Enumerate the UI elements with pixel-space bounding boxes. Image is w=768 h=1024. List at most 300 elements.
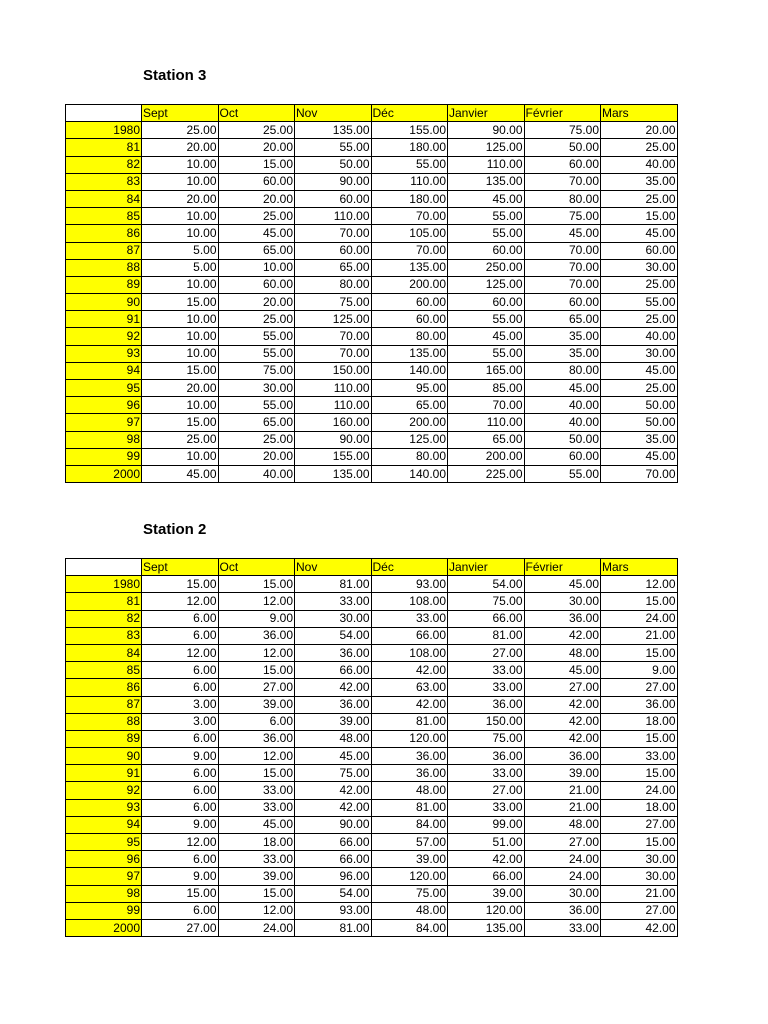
value-cell: 50.00 (601, 414, 678, 431)
value-cell: 85.00 (448, 380, 525, 397)
value-cell: 21.00 (524, 799, 601, 816)
table-row (66, 902, 678, 919)
value-cell: 39.00 (295, 713, 372, 730)
year-cell: 92 (66, 328, 142, 345)
value-cell: 55.00 (524, 465, 601, 482)
value-cell: 48.00 (371, 902, 448, 919)
value-cell: 39.00 (524, 765, 601, 782)
value-cell: 20.00 (142, 380, 219, 397)
value-cell: 36.00 (218, 627, 295, 644)
value-cell: 30.00 (601, 868, 678, 885)
value-cell: 75.00 (295, 294, 372, 311)
value-cell: 55.00 (371, 156, 448, 173)
value-cell: 36.00 (295, 644, 372, 661)
value-cell: 93.00 (295, 902, 372, 919)
table-row (66, 242, 678, 259)
table-row (66, 679, 678, 696)
value-cell: 60.00 (448, 294, 525, 311)
value-cell: 81.00 (295, 576, 372, 593)
value-cell: 75.00 (448, 593, 525, 610)
value-cell: 3.00 (142, 713, 219, 730)
value-cell: 12.00 (218, 902, 295, 919)
value-cell: 15.00 (601, 593, 678, 610)
value-cell: 90.00 (295, 173, 372, 190)
year-cell: 97 (66, 414, 142, 431)
value-cell: 33.00 (448, 765, 525, 782)
year-cell: 90 (66, 748, 142, 765)
value-cell: 70.00 (371, 242, 448, 259)
value-cell: 10.00 (142, 345, 219, 362)
table-row (66, 465, 678, 482)
value-cell: 42.00 (524, 713, 601, 730)
value-cell: 65.00 (371, 397, 448, 414)
value-cell: 60.00 (295, 242, 372, 259)
value-cell: 81.00 (448, 627, 525, 644)
value-cell: 70.00 (524, 173, 601, 190)
value-cell: 45.00 (524, 662, 601, 679)
value-cell: 48.00 (524, 816, 601, 833)
column-header: Nov (295, 559, 372, 576)
value-cell: 110.00 (295, 397, 372, 414)
value-cell: 70.00 (524, 259, 601, 276)
value-cell: 15.00 (218, 156, 295, 173)
value-cell: 35.00 (524, 345, 601, 362)
value-cell: 15.00 (601, 644, 678, 661)
table-row (66, 431, 678, 448)
value-cell: 66.00 (448, 610, 525, 627)
value-cell: 57.00 (371, 834, 448, 851)
station-2-table (65, 558, 678, 937)
value-cell: 15.00 (142, 294, 219, 311)
value-cell: 65.00 (218, 242, 295, 259)
value-cell: 55.00 (218, 328, 295, 345)
table-row (66, 328, 678, 345)
value-cell: 60.00 (448, 242, 525, 259)
value-cell: 110.00 (295, 380, 372, 397)
value-cell: 6.00 (142, 730, 219, 747)
column-header: Nov (295, 105, 372, 122)
value-cell: 25.00 (218, 311, 295, 328)
station-2-title: Station 2 (143, 521, 207, 538)
value-cell: 36.00 (448, 748, 525, 765)
value-cell: 10.00 (218, 259, 295, 276)
table-row (66, 225, 678, 242)
value-cell: 40.00 (601, 156, 678, 173)
value-cell: 55.00 (601, 294, 678, 311)
value-cell: 33.00 (448, 662, 525, 679)
value-cell: 125.00 (448, 139, 525, 156)
value-cell: 150.00 (448, 713, 525, 730)
value-cell: 60.00 (295, 190, 372, 207)
value-cell: 10.00 (142, 397, 219, 414)
value-cell: 39.00 (218, 696, 295, 713)
value-cell: 45.00 (218, 225, 295, 242)
column-header: Déc (371, 559, 448, 576)
value-cell: 18.00 (218, 834, 295, 851)
table-row (66, 311, 678, 328)
value-cell: 9.00 (142, 816, 219, 833)
value-cell: 10.00 (142, 276, 219, 293)
year-cell: 95 (66, 380, 142, 397)
value-cell: 25.00 (218, 431, 295, 448)
value-cell: 135.00 (448, 173, 525, 190)
value-cell: 42.00 (371, 662, 448, 679)
value-cell: 10.00 (142, 156, 219, 173)
value-cell: 84.00 (371, 816, 448, 833)
table-row (66, 851, 678, 868)
value-cell: 42.00 (601, 919, 678, 936)
value-cell: 6.00 (142, 610, 219, 627)
value-cell: 90.00 (295, 816, 372, 833)
value-cell: 42.00 (371, 696, 448, 713)
value-cell: 60.00 (371, 294, 448, 311)
value-cell: 75.00 (295, 765, 372, 782)
value-cell: 33.00 (601, 748, 678, 765)
value-cell: 27.00 (448, 644, 525, 661)
value-cell: 30.00 (218, 380, 295, 397)
value-cell: 12.00 (142, 834, 219, 851)
value-cell: 105.00 (371, 225, 448, 242)
value-cell: 35.00 (601, 431, 678, 448)
year-cell: 99 (66, 448, 142, 465)
value-cell: 36.00 (295, 696, 372, 713)
table-row (66, 122, 678, 139)
value-cell: 10.00 (142, 328, 219, 345)
value-cell: 6.00 (142, 851, 219, 868)
value-cell: 27.00 (601, 902, 678, 919)
value-cell: 24.00 (524, 868, 601, 885)
value-cell: 25.00 (601, 139, 678, 156)
table-row (66, 156, 678, 173)
value-cell: 65.00 (218, 414, 295, 431)
value-cell: 96.00 (295, 868, 372, 885)
value-cell: 12.00 (218, 644, 295, 661)
value-cell: 55.00 (448, 208, 525, 225)
value-cell: 55.00 (218, 345, 295, 362)
value-cell: 90.00 (295, 431, 372, 448)
value-cell: 9.00 (142, 868, 219, 885)
table-row (66, 610, 678, 627)
column-header: Sept (142, 105, 219, 122)
value-cell: 30.00 (524, 593, 601, 610)
year-cell: 94 (66, 362, 142, 379)
value-cell: 155.00 (295, 448, 372, 465)
value-cell: 135.00 (448, 919, 525, 936)
value-cell: 6.00 (142, 902, 219, 919)
header-row (66, 559, 678, 576)
value-cell: 6.00 (142, 662, 219, 679)
value-cell: 25.00 (218, 122, 295, 139)
value-cell: 3.00 (142, 696, 219, 713)
table-row (66, 799, 678, 816)
table-row (66, 173, 678, 190)
value-cell: 66.00 (448, 868, 525, 885)
year-cell: 90 (66, 294, 142, 311)
year-cell: 86 (66, 679, 142, 696)
value-cell: 10.00 (142, 448, 219, 465)
value-cell: 50.00 (601, 397, 678, 414)
value-cell: 30.00 (601, 259, 678, 276)
year-cell: 88 (66, 259, 142, 276)
header-row (66, 105, 678, 122)
value-cell: 35.00 (601, 173, 678, 190)
value-cell: 45.00 (524, 225, 601, 242)
value-cell: 6.00 (142, 679, 219, 696)
year-cell: 1980 (66, 576, 142, 593)
table-row (66, 448, 678, 465)
column-header: Février (524, 105, 601, 122)
value-cell: 30.00 (601, 345, 678, 362)
value-cell: 45.00 (295, 748, 372, 765)
value-cell: 15.00 (601, 765, 678, 782)
value-cell: 42.00 (448, 851, 525, 868)
table-row (66, 713, 678, 730)
value-cell: 200.00 (448, 448, 525, 465)
value-cell: 33.00 (218, 851, 295, 868)
value-cell: 60.00 (524, 294, 601, 311)
value-cell: 21.00 (601, 885, 678, 902)
value-cell: 42.00 (295, 799, 372, 816)
value-cell: 36.00 (601, 696, 678, 713)
year-cell: 91 (66, 765, 142, 782)
value-cell: 15.00 (218, 662, 295, 679)
value-cell: 155.00 (371, 122, 448, 139)
year-cell: 87 (66, 242, 142, 259)
value-cell: 27.00 (601, 679, 678, 696)
year-cell: 84 (66, 190, 142, 207)
value-cell: 33.00 (371, 610, 448, 627)
value-cell: 15.00 (142, 362, 219, 379)
year-cell: 1980 (66, 122, 142, 139)
year-cell: 82 (66, 610, 142, 627)
value-cell: 70.00 (295, 225, 372, 242)
value-cell: 81.00 (295, 919, 372, 936)
value-cell: 160.00 (295, 414, 372, 431)
year-cell: 84 (66, 644, 142, 661)
value-cell: 60.00 (524, 156, 601, 173)
value-cell: 36.00 (524, 902, 601, 919)
value-cell: 75.00 (218, 362, 295, 379)
value-cell: 48.00 (524, 644, 601, 661)
year-cell: 94 (66, 816, 142, 833)
value-cell: 65.00 (448, 431, 525, 448)
value-cell: 5.00 (142, 242, 219, 259)
value-cell: 24.00 (524, 851, 601, 868)
table-row (66, 868, 678, 885)
value-cell: 25.00 (601, 190, 678, 207)
value-cell: 80.00 (524, 362, 601, 379)
table-row (66, 627, 678, 644)
value-cell: 27.00 (601, 816, 678, 833)
table-row (66, 765, 678, 782)
corner-cell (66, 105, 142, 122)
value-cell: 40.00 (524, 414, 601, 431)
year-cell: 86 (66, 225, 142, 242)
value-cell: 25.00 (142, 122, 219, 139)
value-cell: 36.00 (448, 696, 525, 713)
value-cell: 75.00 (371, 885, 448, 902)
value-cell: 21.00 (524, 782, 601, 799)
value-cell: 33.00 (295, 593, 372, 610)
value-cell: 135.00 (295, 465, 372, 482)
value-cell: 36.00 (524, 610, 601, 627)
value-cell: 36.00 (371, 748, 448, 765)
value-cell: 55.00 (448, 311, 525, 328)
year-cell: 96 (66, 397, 142, 414)
value-cell: 45.00 (448, 328, 525, 345)
value-cell: 6.00 (142, 627, 219, 644)
value-cell: 108.00 (371, 644, 448, 661)
table-row (66, 414, 678, 431)
value-cell: 225.00 (448, 465, 525, 482)
value-cell: 42.00 (295, 782, 372, 799)
value-cell: 108.00 (371, 593, 448, 610)
value-cell: 99.00 (448, 816, 525, 833)
value-cell: 33.00 (218, 799, 295, 816)
value-cell: 81.00 (371, 713, 448, 730)
value-cell: 33.00 (524, 919, 601, 936)
value-cell: 45.00 (142, 465, 219, 482)
value-cell: 140.00 (371, 362, 448, 379)
year-cell: 89 (66, 730, 142, 747)
value-cell: 25.00 (601, 311, 678, 328)
value-cell: 45.00 (524, 380, 601, 397)
value-cell: 120.00 (371, 730, 448, 747)
value-cell: 120.00 (371, 868, 448, 885)
table-row (66, 208, 678, 225)
column-header: Oct (218, 105, 295, 122)
value-cell: 24.00 (601, 610, 678, 627)
table-row (66, 576, 678, 593)
value-cell: 20.00 (218, 190, 295, 207)
value-cell: 70.00 (524, 276, 601, 293)
value-cell: 27.00 (218, 679, 295, 696)
table-row (66, 259, 678, 276)
value-cell: 200.00 (371, 414, 448, 431)
column-header: Sept (142, 559, 219, 576)
value-cell: 75.00 (524, 208, 601, 225)
value-cell: 5.00 (142, 259, 219, 276)
table-row (66, 834, 678, 851)
value-cell: 70.00 (295, 328, 372, 345)
value-cell: 35.00 (524, 328, 601, 345)
year-cell: 87 (66, 696, 142, 713)
value-cell: 55.00 (448, 225, 525, 242)
value-cell: 30.00 (524, 885, 601, 902)
year-cell: 2000 (66, 919, 142, 936)
year-cell: 99 (66, 902, 142, 919)
value-cell: 39.00 (371, 851, 448, 868)
value-cell: 20.00 (218, 139, 295, 156)
value-cell: 15.00 (142, 414, 219, 431)
table-row (66, 696, 678, 713)
table-row (66, 139, 678, 156)
value-cell: 20.00 (142, 139, 219, 156)
value-cell: 60.00 (218, 173, 295, 190)
value-cell: 60.00 (218, 276, 295, 293)
table-row (66, 294, 678, 311)
value-cell: 15.00 (601, 730, 678, 747)
table-row (66, 816, 678, 833)
value-cell: 55.00 (218, 397, 295, 414)
value-cell: 21.00 (601, 627, 678, 644)
station-3-title: Station 3 (143, 67, 207, 84)
value-cell: 180.00 (371, 190, 448, 207)
year-cell: 81 (66, 593, 142, 610)
value-cell: 54.00 (448, 576, 525, 593)
value-cell: 63.00 (371, 679, 448, 696)
value-cell: 110.00 (295, 208, 372, 225)
table-row (66, 730, 678, 747)
value-cell: 9.00 (218, 610, 295, 627)
table-row (66, 593, 678, 610)
year-cell: 81 (66, 139, 142, 156)
value-cell: 110.00 (371, 173, 448, 190)
value-cell: 125.00 (295, 311, 372, 328)
value-cell: 90.00 (448, 122, 525, 139)
value-cell: 45.00 (524, 576, 601, 593)
value-cell: 81.00 (371, 799, 448, 816)
table-row (66, 362, 678, 379)
value-cell: 18.00 (601, 799, 678, 816)
value-cell: 80.00 (295, 276, 372, 293)
year-cell: 89 (66, 276, 142, 293)
value-cell: 10.00 (142, 173, 219, 190)
value-cell: 48.00 (371, 782, 448, 799)
column-header: Déc (371, 105, 448, 122)
value-cell: 9.00 (601, 662, 678, 679)
value-cell: 12.00 (218, 593, 295, 610)
value-cell: 39.00 (448, 885, 525, 902)
value-cell: 6.00 (142, 765, 219, 782)
value-cell: 60.00 (524, 448, 601, 465)
value-cell: 50.00 (524, 431, 601, 448)
value-cell: 66.00 (295, 662, 372, 679)
value-cell: 135.00 (371, 345, 448, 362)
value-cell: 140.00 (371, 465, 448, 482)
value-cell: 27.00 (142, 919, 219, 936)
value-cell: 66.00 (371, 627, 448, 644)
value-cell: 55.00 (295, 139, 372, 156)
value-cell: 80.00 (371, 328, 448, 345)
column-header: Oct (218, 559, 295, 576)
table-row (66, 782, 678, 799)
value-cell: 50.00 (295, 156, 372, 173)
value-cell: 125.00 (371, 431, 448, 448)
value-cell: 70.00 (524, 242, 601, 259)
value-cell: 70.00 (601, 465, 678, 482)
value-cell: 39.00 (218, 868, 295, 885)
year-cell: 2000 (66, 465, 142, 482)
value-cell: 12.00 (218, 748, 295, 765)
value-cell: 10.00 (142, 311, 219, 328)
value-cell: 15.00 (218, 885, 295, 902)
value-cell: 48.00 (295, 730, 372, 747)
year-cell: 82 (66, 156, 142, 173)
value-cell: 24.00 (218, 919, 295, 936)
value-cell: 60.00 (371, 311, 448, 328)
value-cell: 45.00 (218, 816, 295, 833)
value-cell: 25.00 (601, 276, 678, 293)
station-3-table (65, 104, 678, 483)
value-cell: 40.00 (601, 328, 678, 345)
value-cell: 25.00 (218, 208, 295, 225)
value-cell: 30.00 (601, 851, 678, 868)
table-row (66, 380, 678, 397)
value-cell: 65.00 (524, 311, 601, 328)
value-cell: 25.00 (142, 431, 219, 448)
value-cell: 15.00 (601, 834, 678, 851)
